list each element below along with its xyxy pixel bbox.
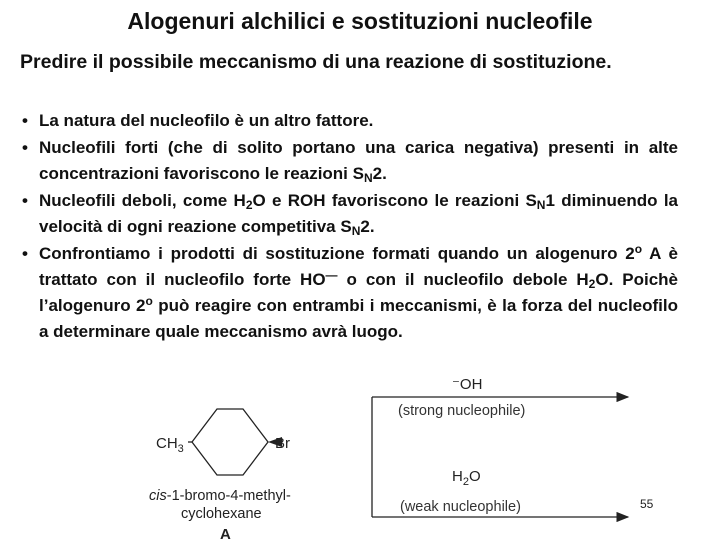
- subscript: N: [363, 171, 373, 185]
- reagent-top-note: (strong nucleophile): [398, 403, 526, 419]
- bullet-dot: •: [22, 111, 28, 130]
- text-run: Nucleofili deboli, come H: [39, 191, 246, 210]
- text-run: 2.: [360, 217, 375, 236]
- methyl-group: $CH_3$: [156, 435, 184, 455]
- text-run: O e ROH favoriscono le reazioni S: [252, 191, 537, 210]
- slide-title: Alogenuri alchilici e sostituzioni nucleofile: [127, 8, 593, 34]
- subscript: N: [536, 198, 546, 212]
- bullet-dot: •: [22, 244, 28, 263]
- compound-label: A: [220, 526, 231, 540]
- text-run: può reagire con entrambi i meccanismi, è la forza del nucleofilo a determinare quale meccanismo avrà luogo.: [39, 296, 678, 341]
- intro-text: Predire il possibile meccanismo di una reazione di sostituzione.: [20, 51, 612, 73]
- text-run: 2.: [372, 164, 387, 183]
- page-number: 55: [640, 497, 654, 511]
- subscript: N: [351, 224, 361, 238]
- subscript: 2: [588, 277, 596, 291]
- text-run: 1 diminuendo la velocità di ogni reazione competitiva S: [39, 191, 678, 236]
- superscript: o: [634, 242, 643, 256]
- compound-name-line2: cyclohexane: [181, 506, 262, 522]
- subscript: 2: [245, 198, 253, 212]
- text-run: Confrontiamo i prodotti di sostituzione formati quando un alogenuro 2: [39, 244, 635, 263]
- text-run: O. Poichè l’alogenuro 2: [39, 270, 678, 315]
- text-run: A è trattato con il nucleofilo forte HO: [39, 244, 678, 289]
- superscript: o: [145, 294, 153, 308]
- text-run: Nucleofili forti (che di solito portano una carica negativa) presenti in alte concentrazioni favoriscono le reazioni S: [39, 138, 678, 183]
- reagent-top-label: ⁻OH: [452, 376, 483, 393]
- bullet-dot: •: [22, 191, 28, 210]
- text-run: o con il nucleofilo debole H: [337, 270, 589, 289]
- cyclohexane-ring: [192, 409, 268, 475]
- text-run: La natura del nucleofilo è un altro fattore.: [39, 111, 374, 130]
- superscript: —: [325, 268, 338, 282]
- reagent-bottom-label: $H_2O$: [452, 468, 481, 488]
- reagent-bottom-note: (weak nucleophile): [400, 499, 521, 515]
- bullet-dot: •: [22, 138, 28, 157]
- bromine-label: Br: [275, 435, 290, 452]
- compound-name-line1: cis-1-bromo-4-methyl-: [149, 488, 291, 504]
